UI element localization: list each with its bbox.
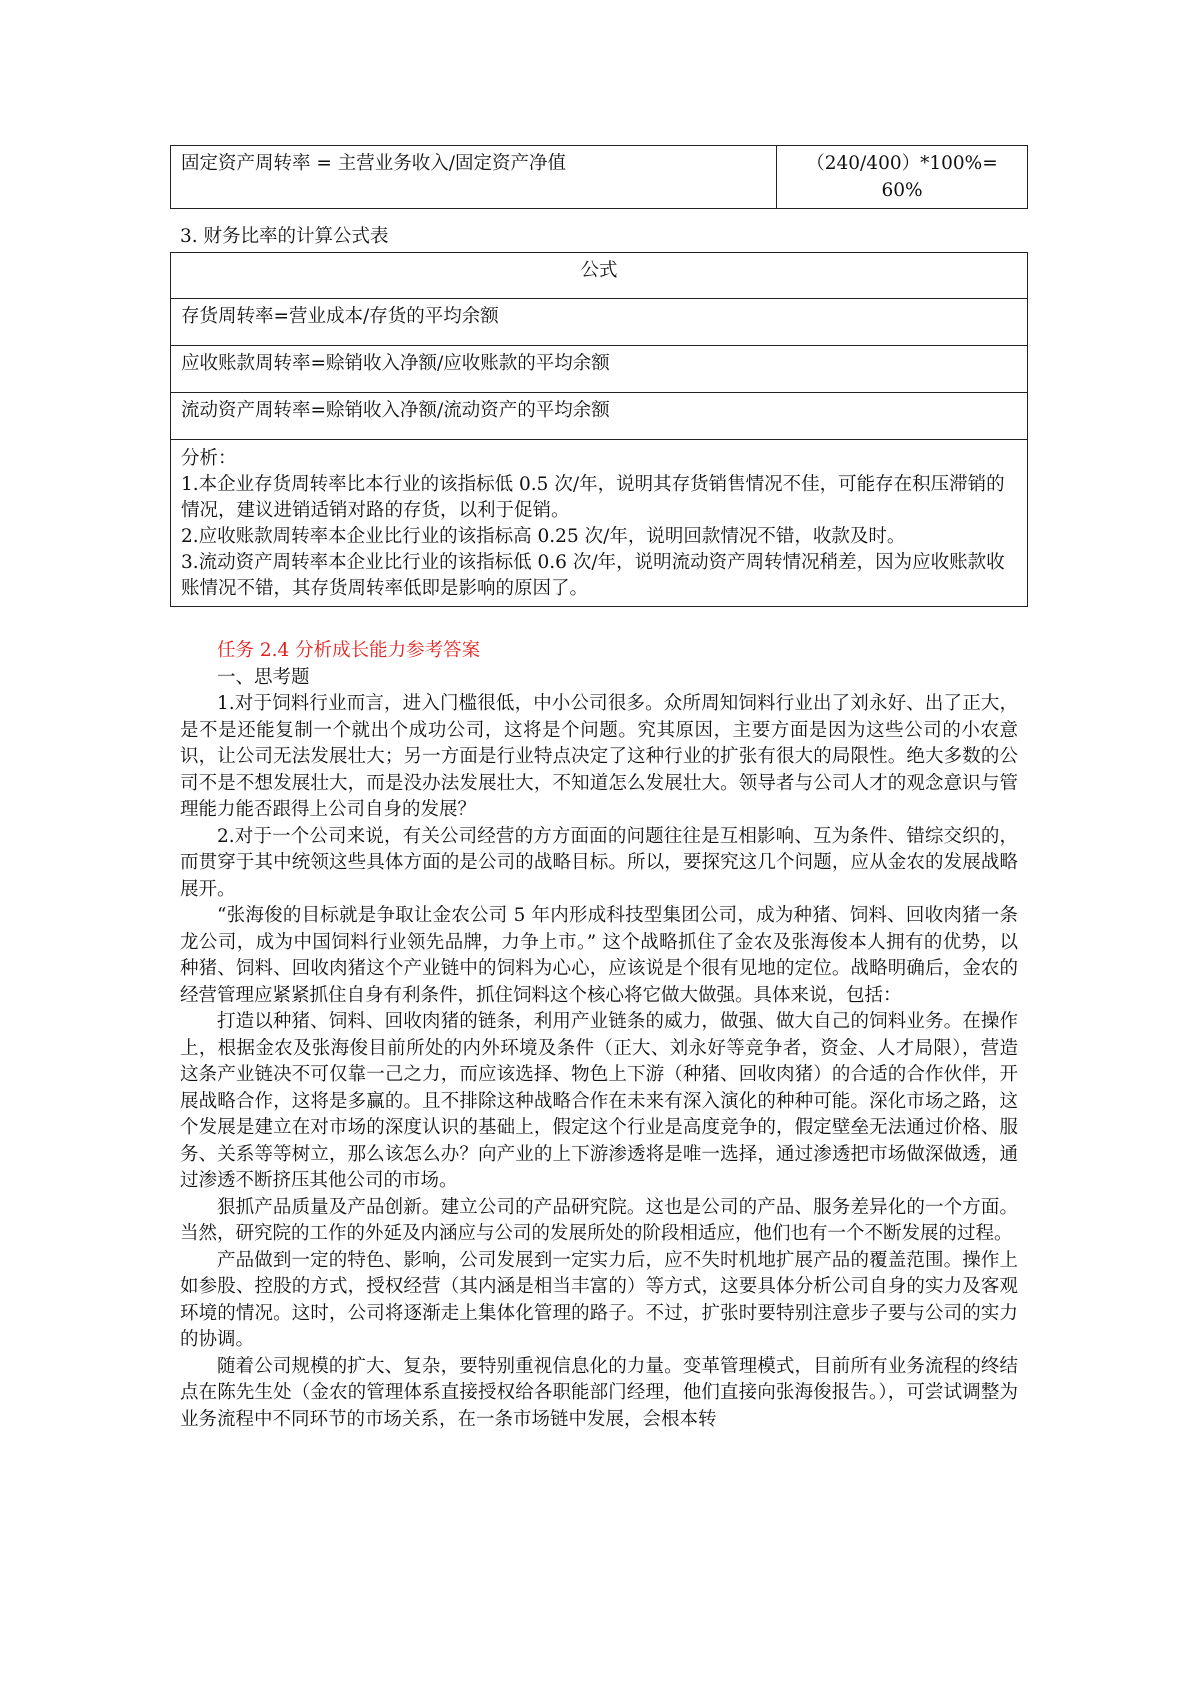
task-section	[180, 638, 1018, 1433]
table-row	[171, 146, 1028, 209]
task-title: 任务 2.4 分析成长能力参考答案	[217, 640, 481, 661]
table-row	[171, 346, 1028, 393]
formula-cell: 固定资产周转率 = 主营业务收入/固定资产净值	[171, 146, 777, 209]
paragraph: 狠抓产品质量及产品创新。建立公司的产品研究院。这也是公司的产品、服务差异化的一个方面。当然，研究院的工作的外延及内涵应与公司的发展所处的阶段相适应，他们也有一个不断发展的过程。	[180, 1196, 1018, 1244]
paragraph: “张海俊的目标就是争取让金农公司 5 年内形成科技型集团公司，成为种猪、饲料、回收肉猪一条龙公司，成为中国饲料行业领先品牌，力争上市。” 这个战略抓住了金农及张海俊本人拥有的优势，以种猪、饲料、回收肉猪这个产业链中的饲料为心心，应该说是个很有见地的定位。战略明确后，金农的经营管理应紧紧抓住自身有利条件，抓住饲料这个核心将它做大做强。具体来说，包括：	[180, 905, 1018, 1006]
paragraph: 2.对于一个公司来说，有关公司经营的方方面面的问题往往是互相影响、互为条件、错综交织的，而贯穿于其中统领这些具体方面的是公司的战略目标。所以，要探究这几个问题，应从金农的发展战略展开。	[180, 825, 1018, 900]
result-cell: （240/400）*100%= 60%	[777, 146, 1028, 209]
analysis-item: 2.应收账款周转率本企业比行业的该指标高 0.25 次/年，说明回款情况不错，收款及时。	[181, 526, 906, 547]
task-subtitle: 一、思考题	[217, 666, 310, 688]
paragraph: 随着公司规模的扩大、复杂，要特别重视信息化的力量。变革管理模式，目前所有业务流程的终结点在陈先生处（金农的管理体系直接授权给各职能部门经理，他们直接向张海俊报告。），可尝试调整为业务流程中不同环节的市场关系，在一条市场链中发展，会根本转	[180, 1355, 1018, 1430]
table-header-cell: 公式	[171, 253, 1028, 299]
analysis-cell	[171, 440, 1028, 607]
paragraph: 1.对于饲料行业而言，进入门槛很低，中小公司很多。众所周知饲料行业出了刘永好、出了正大，是不是还能复制一个就出个成功公司，这将是个问题。究其原因，主要方面是因为这些公司的小农意识，让公司无法发展壮大；另一方面是行业特点决定了这种行业的扩张有很大的局限性。绝大多数的公司不是不想发展壮大，而是没办法发展壮大，不知道怎么发展壮大。领导者与公司人才的观念意识与管理能力能否跟得上公司自身的发展？	[180, 693, 1018, 820]
formula-cell: 流动资产周转率=赊销收入净额/流动资产的平均余额	[171, 393, 1028, 440]
analysis-title: 分析：	[181, 448, 237, 469]
paragraph: 产品做到一定的特色、影响，公司发展到一定实力后，应不失时机地扩展产品的覆盖范围。操作上如参股、控股的方式，授权经营（其内涵是相当丰富的）等方式，这要具体分析公司自身的实力及客观环境的情况。这时，公司将逐渐走上集体化管理的路子。不过，扩张时要特别注意步子要与公司的实力的协调。	[180, 1249, 1018, 1350]
table-row	[171, 299, 1028, 346]
analysis-item: 3.流动资产周转率本企业比行业的该指标低 0.6 次/年，说明流动资产周转情况稍差，因为应收账款收账情况不错，其存货周转率低即是影响的原因了。	[181, 552, 1005, 599]
paragraph: 打造以种猪、饲料、回收肉猪的链条，利用产业链条的威力，做强、做大自己的饲料业务。在操作上，根据金农及张海俊目前所处的内外环境及条件（正大、刘永好等竞争者，资金、人才局限），营造这条产业链决不可仅靠一己之力，而应该选择、物色上下游（种猪、回收肉猪）的合适的合作伙伴，开展战略合作，这将是多赢的。且不排除这种战略合作在未来有深入演化的种种可能。深化市场之路，这个发展是建立在对市场的深度认识的基础上，假定这个行业是高度竞争的，假定壁垒无法通过价格、服务、关系等等树立，那么该怎么办？向产业的上下游渗透将是唯一选择，通过渗透把市场做深做透，通过渗透不断挤压其他公司的市场。	[180, 1011, 1018, 1191]
table-row	[171, 393, 1028, 440]
analysis-item: 1.本企业存货周转率比本行业的该指标低 0.5 次/年，说明其存货销售情况不佳，可能存在积压滞销的情况，建议进销适销对路的存货，以利于促销。	[181, 474, 1005, 521]
section-caption: 3. 财务比率的计算公式表	[180, 226, 389, 247]
fixed-asset-turnover-table	[170, 145, 1028, 209]
table-row	[171, 440, 1028, 607]
formula-cell: 存货周转率=营业成本/存货的平均余额	[171, 299, 1028, 346]
financial-ratio-formula-table	[170, 252, 1028, 607]
formula-cell: 应收账款周转率=赊销收入净额/应收账款的平均余额	[171, 346, 1028, 393]
table-header-row	[171, 253, 1028, 299]
